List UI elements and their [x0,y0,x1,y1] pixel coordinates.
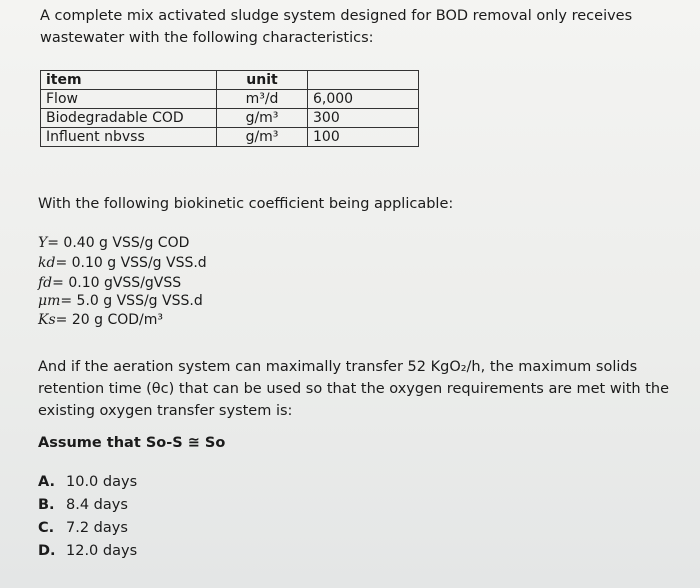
option-d[interactable] [38,543,137,559]
question-intro: A complete mix activated sludge system designed for BOD removal only receives wastewater with the following characteristics: [40,8,633,46]
table-row [41,128,419,147]
coefficient-y [38,234,189,252]
table-header-row [41,71,419,90]
coef-value: = 0.40 g VSS/g COD [47,235,190,251]
coefficient-fd [38,274,181,292]
assumption: Assume that So-S ≅ So [38,435,226,451]
coefficient-mum [38,292,203,310]
option-letter: B. [38,497,55,513]
coefficient-ks [38,311,163,329]
option-c[interactable] [38,520,128,536]
coef-value: = 0.10 gVSS/gVSS [52,275,182,291]
coef-symbol: fd [38,275,53,291]
coef-value: = 5.0 g VSS/g VSS.d [60,293,203,309]
row-unit: g/m³ [217,109,308,128]
row-value: 100 [308,128,419,147]
option-text: 10.0 days [66,474,138,490]
coef-symbol: μm [38,293,61,309]
row-unit: g/m³ [217,128,308,147]
row-value: 6,000 [308,90,419,109]
option-letter: C. [38,520,55,536]
table-row [41,90,419,109]
row-item: Influent nbvss [41,128,217,147]
coefficient-kd [38,254,207,272]
option-text: 7.2 days [66,520,128,536]
coef-symbol: kd [38,255,56,271]
coef-value: = 20 g COD/m³ [55,312,163,328]
option-text: 8.4 days [66,497,128,513]
coef-symbol: Y [38,235,48,251]
option-letter: D. [38,543,56,559]
row-item: Biodegradable COD [41,109,217,128]
option-b[interactable] [38,497,128,513]
table-row [41,109,419,128]
option-a[interactable] [38,474,137,490]
coefficients-intro: With the following biokinetic coefficient being applicable: [38,196,454,212]
row-item: Flow [41,90,217,109]
header-value [308,71,419,90]
row-value: 300 [308,109,419,128]
header-item: item [41,71,217,90]
wastewater-table [40,70,419,147]
option-text: 12.0 days [66,543,138,559]
option-letter: A. [38,474,55,490]
header-unit: unit [217,71,308,90]
row-unit: m³/d [217,90,308,109]
question-prompt: And if the aeration system can maximally transfer 52 KgO₂/h, the maximum solids retention time (θc) that can be used so that the oxygen requirements are met with the existing oxygen transfer system is: [38,359,670,419]
coef-value: = 0.10 g VSS/g VSS.d [55,255,207,271]
coef-symbol: Ks [38,312,56,328]
